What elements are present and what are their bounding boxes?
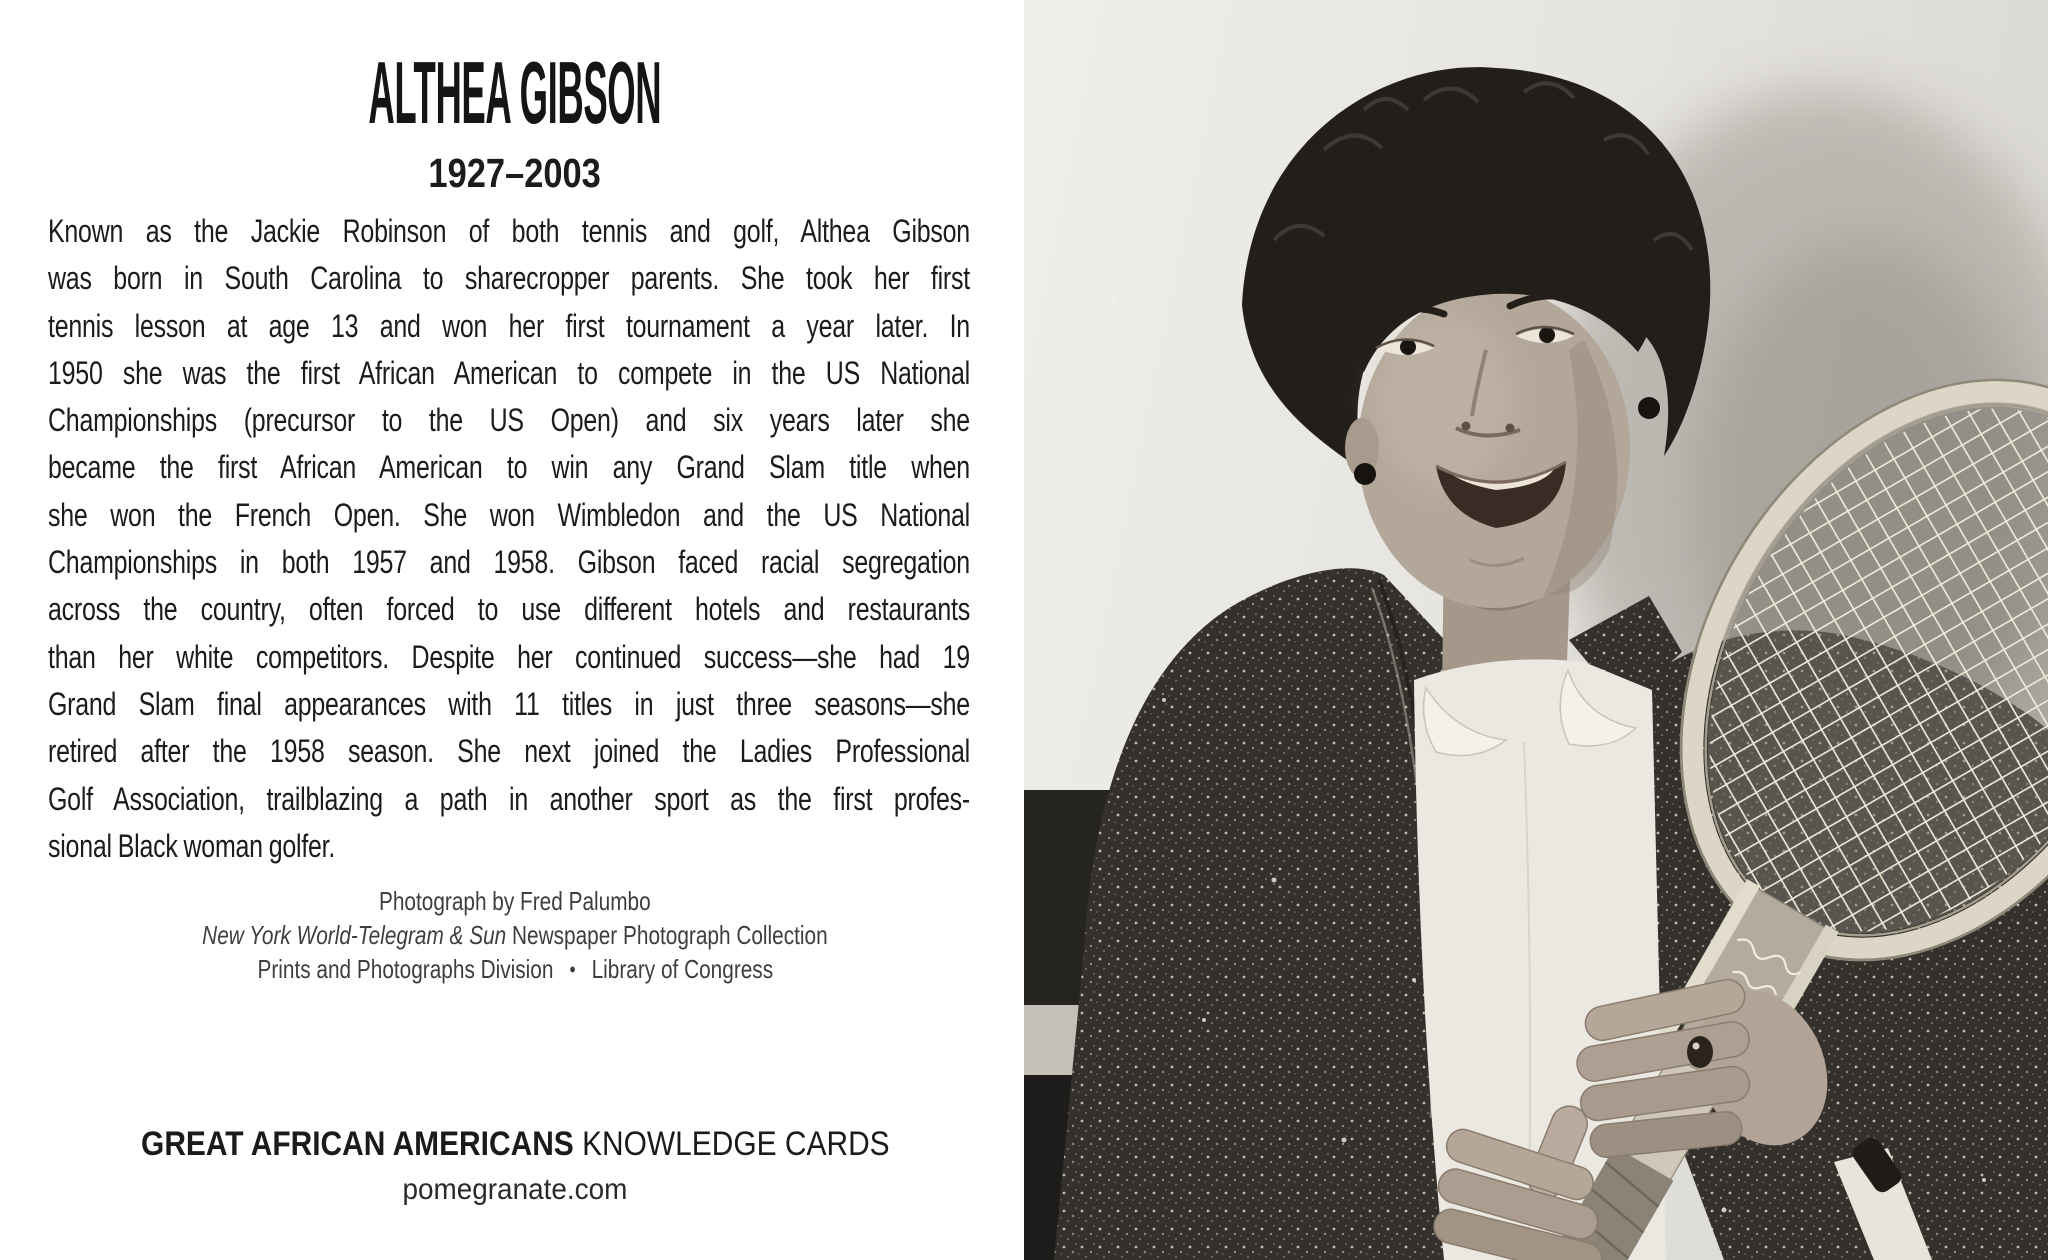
bio-line: Golf Association, trailblazing a path in another sport as the first profes- (48, 780, 970, 817)
bio-line: across the country, often forced to use different hotels and restaurants (48, 591, 970, 628)
biography-text (48, 208, 970, 870)
ring-highlight (1693, 1043, 1700, 1050)
bio-line: than her white competitors. Despite her continued success—she had 19 (48, 638, 970, 675)
bio-line: she won the French Open. She won Wimbledon and the US National (48, 496, 970, 533)
page-title (0, 43, 1030, 142)
publisher-website: pomegranate.com (402, 1173, 628, 1206)
portrait-photo-illustration (1024, 0, 2048, 1260)
bullet-separator: • (569, 957, 576, 982)
card-series-title: GREAT AFRICAN AMERICANS KNOWLEDGE CARDS (140, 1125, 890, 1163)
title-text: ALTHEA GIBSON (368, 43, 662, 142)
bio-line: sional Black woman golfer. (48, 827, 336, 864)
bio-line: Championships (precursor to the US Open) and six years later she (48, 402, 970, 439)
bio-line: was born in South Carolina to sharecropper parents. She took her first (48, 260, 970, 297)
left-earring (1354, 463, 1376, 485)
lifespan-dates: 1927–2003 (428, 150, 602, 196)
bio-line: tennis lesson at age 13 and won her first tournament a year later. In (48, 307, 970, 344)
bio-line: Championships in both 1957 and 1958. Gibson faced racial segregation (48, 544, 970, 581)
bio-line: Known as the Jackie Robinson of both tennis and golf, Althea Gibson (48, 213, 970, 249)
ring (1687, 1036, 1713, 1068)
bio-line: Grand Slam final appearances with 11 titles in just three seasons—she (48, 685, 970, 722)
credit-institution: Prints and Photographs Division • Library of Congress (0, 952, 1030, 987)
right-earring (1638, 397, 1660, 419)
bio-line: retired after the 1958 season. She next joined the Ladies Professional (48, 733, 970, 770)
photo-credit (0, 884, 1030, 987)
right-pupil (1539, 327, 1555, 343)
left-pupil (1400, 339, 1416, 355)
nostril-left (1462, 422, 1471, 431)
credit-photographer: Photograph by Fred Palumbo (379, 886, 651, 916)
bio-line: became the first African American to win any Grand Slam title when (48, 449, 970, 486)
althea-gibson-photograph (1024, 0, 2048, 1260)
nostril-right (1506, 424, 1515, 433)
bio-line: 1950 she was the first African American to compete in the US National (48, 354, 970, 391)
face-highlight (1374, 310, 1514, 490)
credit-collection: New York World-Telegram & Sun Newspaper Photograph Collection (202, 920, 828, 950)
